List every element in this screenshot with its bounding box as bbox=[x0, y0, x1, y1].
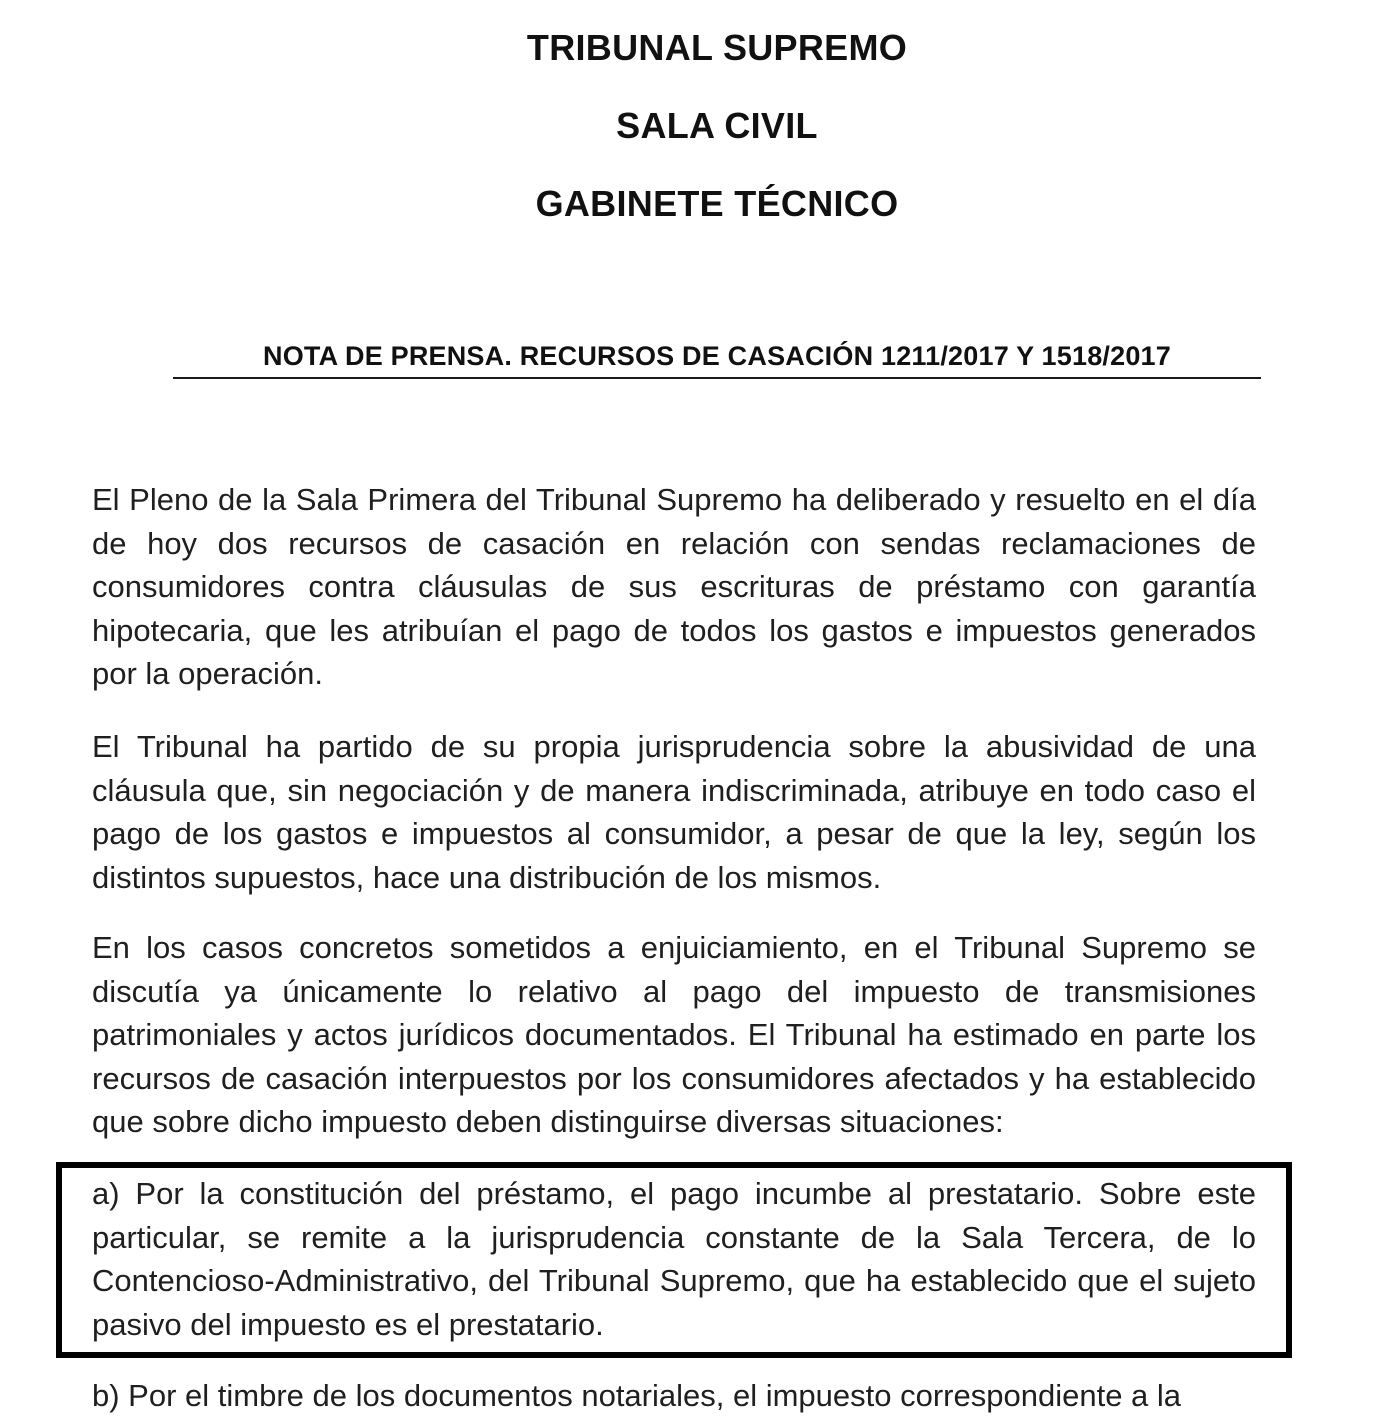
chamber-heading: SALA CIVIL bbox=[616, 105, 818, 146]
paragraph-point-a: a) Por la constitución del préstamo, el pago incumbe al prestatario. Sobre este particular, se remite a la jurisprudencia constante de la Sala Tercera, de lo Contencioso-Administrativo, del Tribunal Supremo, que ha establecido que el sujeto pasivo del impuesto es el prestatario. bbox=[92, 1176, 1256, 1342]
court-name-heading: TRIBUNAL SUPREMO bbox=[526, 27, 908, 68]
paragraph-cases: En los casos concretos sometidos a enjuiciamiento, en el Tribunal Supremo se discutía ya únicamente lo relativo al pago del impuesto de transmisiones patrimoniales y actos jurídicos documentados. El Tribunal ha estimado en parte los recursos de casación interpuestos por los consumidores afectados y ha establecido que sobre dicho impuesto deben distinguirse diversas situaciones: bbox=[92, 930, 1256, 1139]
paragraph-intro: El Pleno de la Sala Primera del Tribunal Supremo ha deliberado y resuelto en el día de hoy dos recursos de casación en relación con sendas reclamaciones de consumidores contra cláusulas de sus escrituras de préstamo con garantía hipotecaria, que les atribuían el pago de todos los gastos e impuestos generados por la operación. bbox=[92, 482, 1256, 691]
office-heading: GABINETE TÉCNICO bbox=[535, 183, 899, 224]
paragraph-point-b: b) Por el timbre de los documentos notariales, el impuesto correspondiente a la bbox=[92, 1378, 1182, 1413]
press-release-title: NOTA DE PRENSA. RECURSOS DE CASACIÓN 1211/2017 Y 1518/2017 bbox=[173, 337, 1261, 379]
paragraph-jurisprudence: El Tribunal ha partido de su propia jurisprudencia sobre la abusividad de una cláusula que, sin negociación y de manera indiscriminada, atribuye en todo caso el pago de los gastos e impuestos al consumidor, a pesar de que la ley, según los distintos supuestos, hace una distribución de los mismos. bbox=[92, 729, 1256, 895]
